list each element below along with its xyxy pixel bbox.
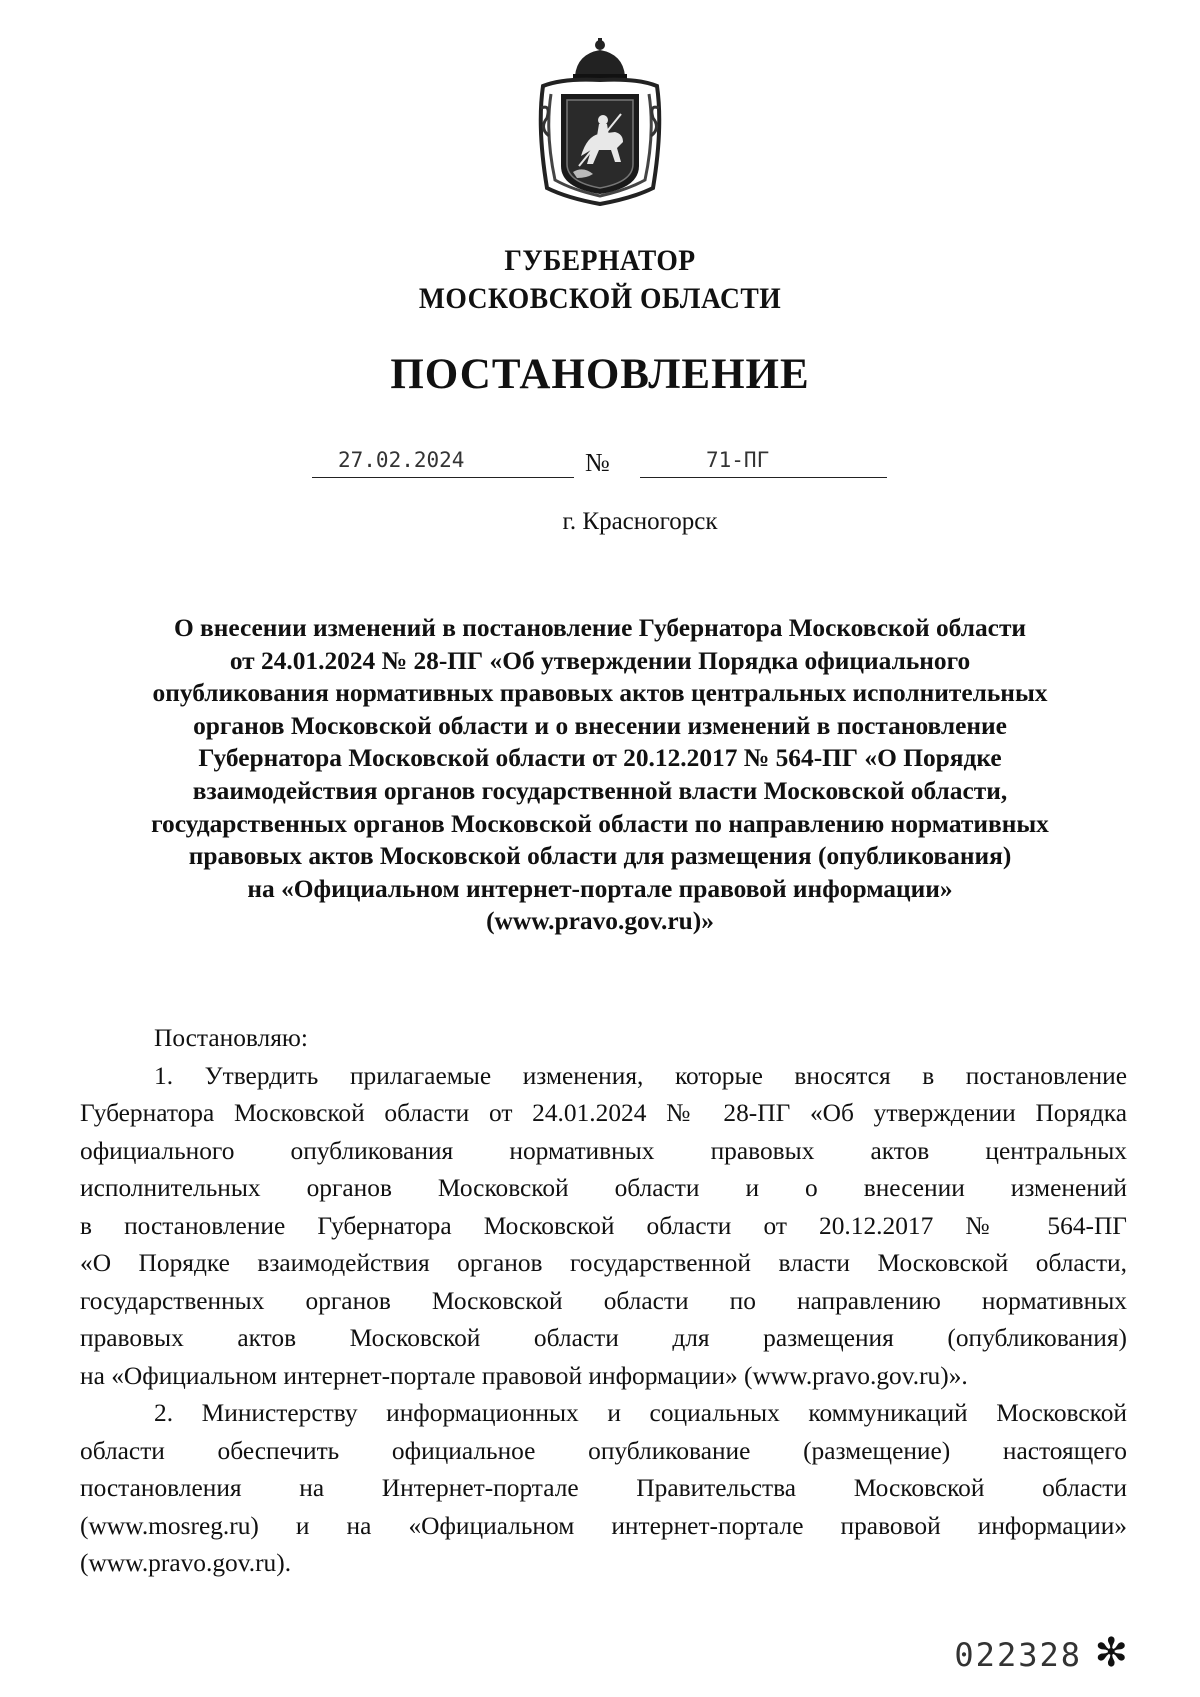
paragraph-2-line: 2. Министерству информационных и социальных коммуникаций Московской	[154, 1399, 1127, 1427]
paragraph-2-line: области обеспечить официальное опубликование (размещение) настоящего	[80, 1436, 1127, 1465]
paragraph-2-line: (www.mosreg.ru) и на «Официальном интернет-портале правовой информации»	[80, 1511, 1127, 1540]
paragraph-1-line: исполнительных органов Московской области и о внесении изменений	[80, 1174, 1127, 1202]
document-type-title: ПОСТАНОВЛЕНИЕ	[390, 351, 810, 398]
footer-asterisk-mark: ✻	[1094, 1630, 1128, 1676]
subject-line: Губернатора Московской области от 20.12.2017 № 564-ПГ «О Порядке	[198, 744, 1002, 773]
document-date: 27.02.2024	[338, 448, 465, 472]
paragraph-2-line: (www.pravo.gov.ru).	[80, 1549, 292, 1577]
paragraph-2-line: постановления на Интернет-портале Правительства Московской области	[80, 1474, 1127, 1502]
subject-line: от 24.01.2024 № 28-ПГ «Об утверждении Порядка официального	[229, 646, 971, 675]
paragraph-1-line: официального опубликования нормативных правовых актов центральных	[80, 1136, 1127, 1165]
subject-line: правовых актов Московской области для размещения (опубликования)	[188, 842, 1012, 871]
paragraph-1-line: на «Официальном интернет-портале правовой информации» (www.pravo.gov.ru)».	[80, 1361, 968, 1390]
subject-line: на «Официальном интернет-портале правовой информации»	[247, 874, 953, 903]
org-title-line2: МОСКОВСКОЙ ОБЛАСТИ	[418, 282, 782, 315]
number-sign: №	[585, 448, 610, 477]
number-underline	[640, 476, 887, 478]
document-city: г. Красногорск	[562, 508, 718, 535]
paragraph-1-line: государственных органов Московской области по направлению нормативных	[80, 1286, 1127, 1315]
org-title-line1: ГУБЕРНАТОР	[504, 244, 696, 277]
subject-line: опубликования нормативных правовых актов центральных исполнительных	[152, 679, 1048, 708]
paragraph-1-line: 1. Утвердить прилагаемые изменения, которые вносятся в постановление	[154, 1061, 1127, 1090]
paragraph-1-line: Губернатора Московской области от 24.01.2024 № 28-ПГ «Об утверждении Порядка	[80, 1099, 1127, 1127]
document-body	[80, 1020, 1127, 1583]
date-underline	[312, 476, 574, 478]
subject-line: государственных органов Московской области по направлению нормативных	[151, 809, 1049, 838]
coat-of-arms-emblem	[537, 38, 663, 206]
paragraph-1-line: «О Порядке взаимодействия органов государственной власти Московской области,	[80, 1249, 1127, 1277]
subject-line: органов Московской области и о внесении изменений в постановление	[193, 711, 1007, 740]
paragraph-1-line: правовых актов Московской области для размещения (опубликования)	[80, 1324, 1127, 1352]
footer-serial-code: 022328	[954, 1636, 1082, 1674]
body-intro: Постановляю:	[154, 1024, 308, 1052]
paragraph-1-line: в постановление Губернатора Московской области от 20.12.2017 № 564-ПГ	[80, 1211, 1127, 1240]
subject-line: (www.pravo.gov.ru)»	[486, 907, 714, 936]
document-subject	[80, 612, 1120, 938]
subject-line: О внесении изменений в постановление Губернатора Московской области	[173, 614, 1027, 642]
subject-line: взаимодействия органов государственной власти Московской области,	[192, 776, 1008, 805]
document-number: 71-ПГ	[706, 448, 770, 472]
